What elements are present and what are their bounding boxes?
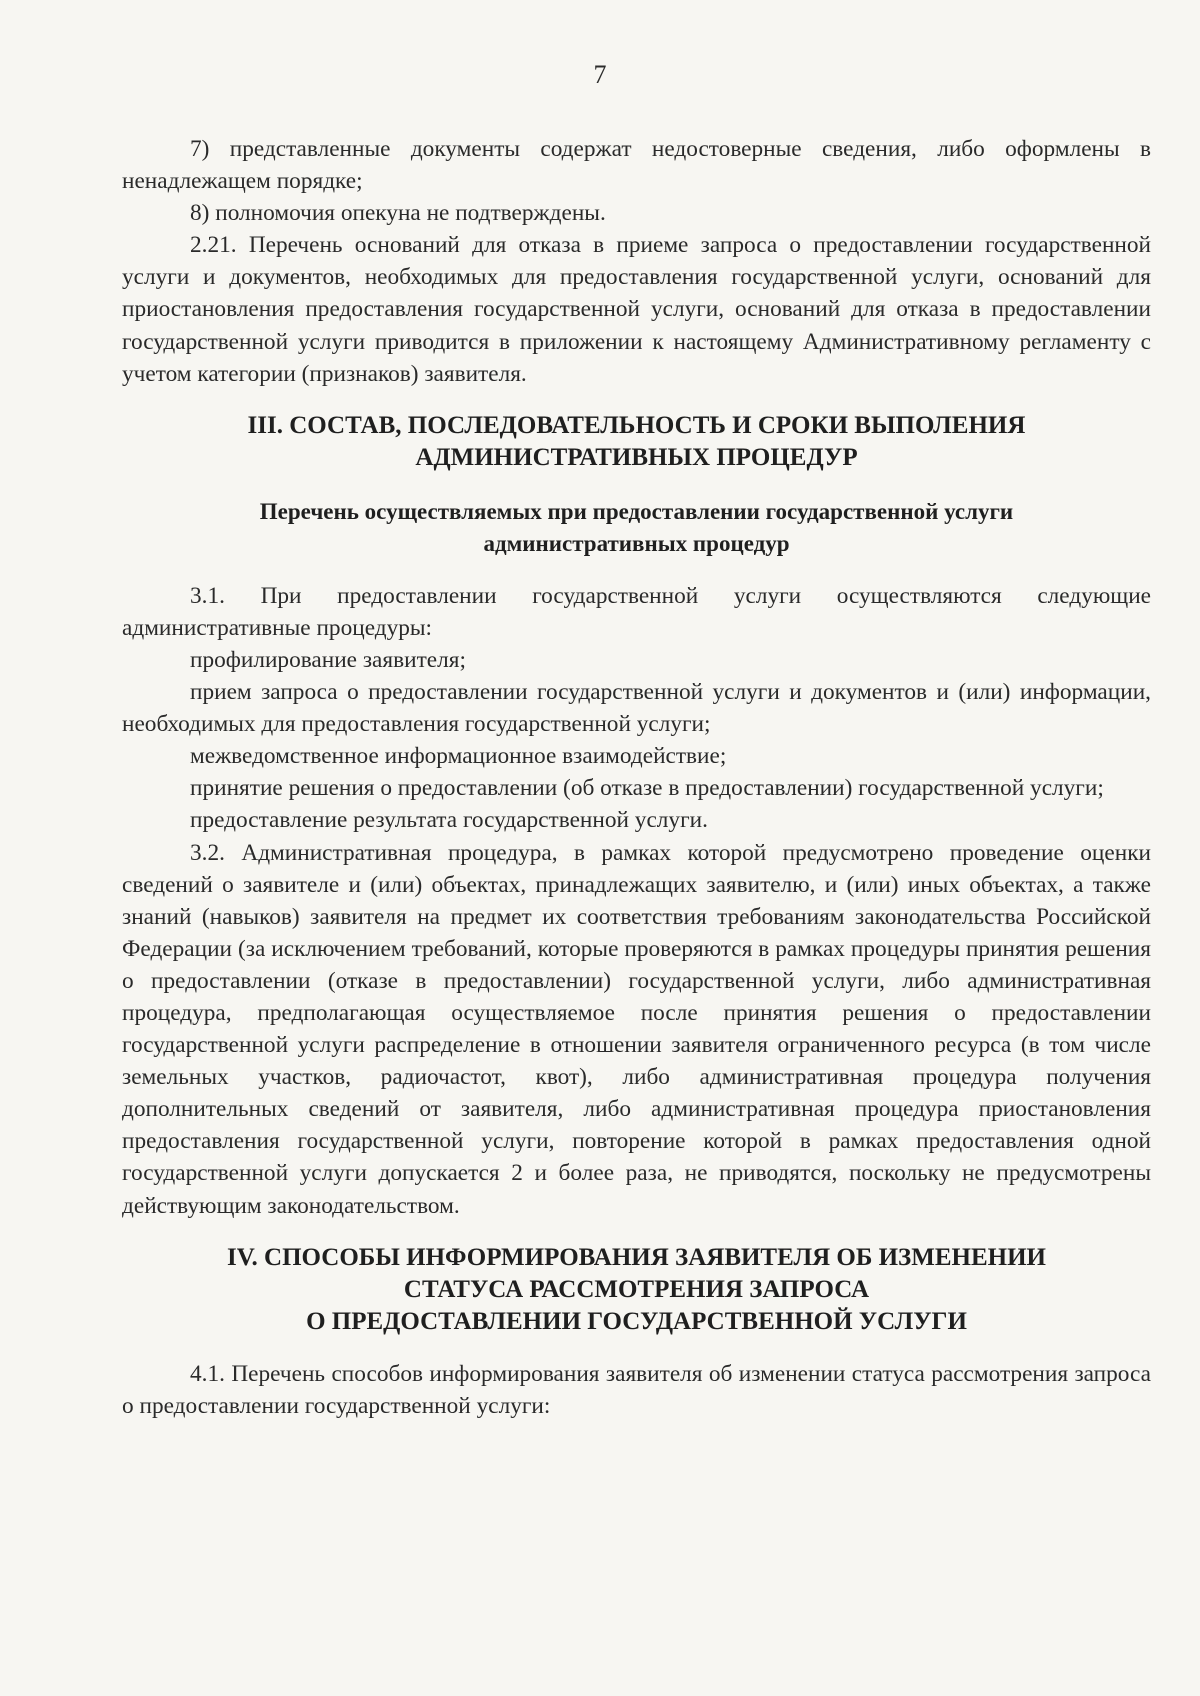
paragraph-2-21: 2.21. Перечень оснований для отказа в приеме запроса о предоставлении государственной услуги и документов, необходимых для предоставления государственной услуги, оснований для приостановления предоставления государственной услуги, оснований для отказа в предоставлении государственной услуги приводится в приложении к настоящему Административному регламенту с учетом категории (признаков) заявителя.: [122, 232, 1151, 387]
section-4-heading-line-2: СТАТУСА РАССМОТРЕНИЯ ЗАПРОСА: [403, 1275, 870, 1303]
section-3-subheading: [122, 496, 1151, 560]
paragraph-4-1: 4.1. Перечень способов информирования заявителя об изменении статуса рассмотрения запроса о предоставлении государственной услуги:: [122, 1360, 1151, 1419]
paragraph-item-8: 8) полномочия опекуна не подтверждены.: [190, 200, 606, 227]
section-4-heading: [122, 1242, 1151, 1338]
section-3-heading-line-1: III. СОСТАВ, ПОСЛЕДОВАТЕЛЬНОСТЬ И СРОКИ ВЫПОЛЕНИЯ: [247, 411, 1026, 439]
list-item-result: предоставление результата государственной услуги.: [190, 807, 708, 834]
document-body: [122, 133, 1151, 1422]
paragraph-item-7: 7) представленные документы содержат недостоверные сведения, либо оформлены в ненадлежащем порядке;: [122, 136, 1151, 195]
list-item-decision: принятие решения о предоставлении (об отказе в предоставлении) государственной услуги;: [190, 775, 1104, 802]
section-3-subheading-line-2: административных процедур: [483, 530, 790, 556]
list-item-interagency: межведомственное информационное взаимодействие;: [190, 743, 727, 770]
list-item-profiling: профилирование заявителя;: [190, 646, 466, 673]
page-number: 7: [593, 60, 607, 89]
section-3-subheading-line-1: Перечень осуществляемых при предоставлении государственной услуги: [259, 498, 1014, 524]
paragraph-3-2: 3.2. Административная процедура, в рамках которой предусмотрено проведение оценки сведений о заявителе и (или) объектах, принадлежащих заявителю, и (или) иных объектах, а также знаний (навыков) заявителя на предмет их соответствия требованиям законодательства Российской Федерации (за исключением требований, которые проверяются в рамках процедуры принятия решения о предоставлении (отказе в предоставлении) государственной услуги, либо административная процедура, предполагающая осуществляемое после принятия решения о предоставлении государственной услуги распределение в отношении заявителя ограниченного ресурса (в том числе земельных участков, радиочастот, квот), либо административная процедура получения дополнительных сведений от заявителя, либо административная процедура приостановления предоставления государственной услуги, повторение которой в рамках предоставления одной государственной услуги допускается 2 и более раза, не приводятся, поскольку не предусмотрены действующим законодательством.: [122, 839, 1151, 1219]
paragraph-3-1: 3.1. При предоставлении государственной услуги осуществляются следующие административные процедуры:: [122, 582, 1151, 641]
section-4-heading-line-3: О ПРЕДОСТАВЛЕНИИ ГОСУДАРСТВЕННОЙ УСЛУГИ: [306, 1307, 967, 1335]
list-item-request-reception: прием запроса о предоставлении государственной услуги и документов и (или) информации, необходимых для предоставления государственной услуги;: [122, 679, 1151, 738]
section-3-heading: [122, 410, 1151, 474]
section-4-heading-line-1: IV. СПОСОБЫ ИНФОРМИРОВАНИЯ ЗАЯВИТЕЛЯ ОБ ИЗМЕНЕНИИ: [227, 1243, 1046, 1271]
section-3-heading-line-2: АДМИНИСТРАТИВНЫХ ПРОЦЕДУР: [415, 443, 858, 471]
